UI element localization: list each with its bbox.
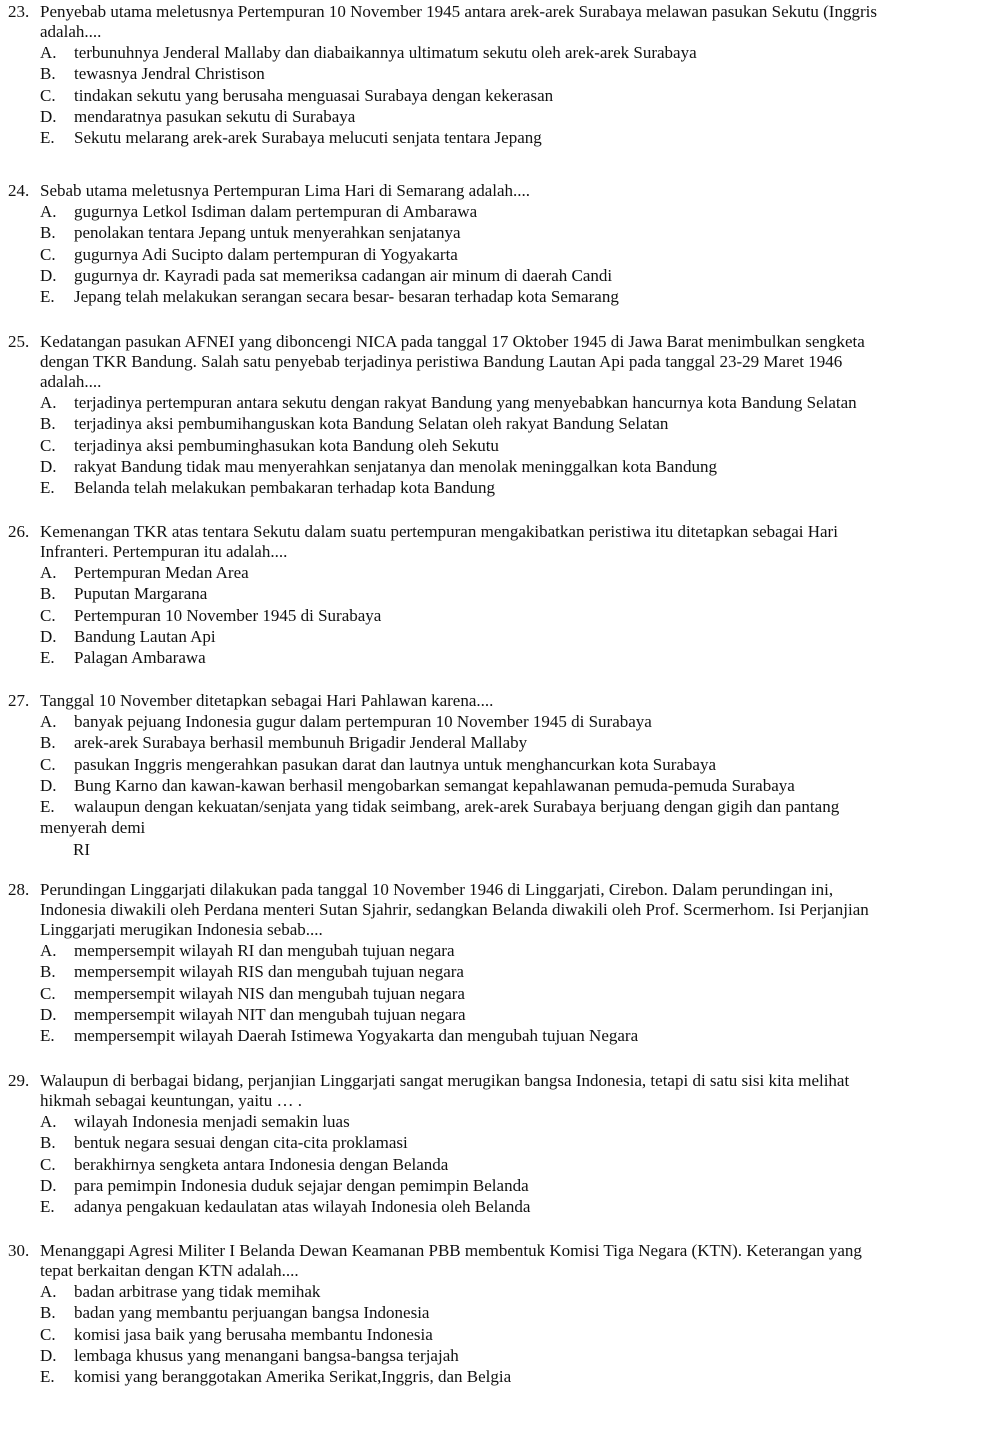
option-text: wilayah Indonesia menjadi semakin luas <box>74 1112 350 1131</box>
option-letter: B. <box>40 584 56 604</box>
option-text: terjadinya aksi pembumihanguskan kota Bandung Selatan oleh rakyat Bandung Selatan <box>74 414 669 434</box>
question-stem-line <box>0 691 986 711</box>
answer-option-b <box>0 413 986 434</box>
answer-option-a <box>0 201 986 222</box>
option-text: Belanda telah melakukan pembakaran terhadap kota Bandung <box>74 478 496 498</box>
option-letter: A. <box>40 202 57 221</box>
option-text: terjadinya pertempuran antara sekutu dengan rakyat Bandung yang menyebabkan hancurnya kota Bandung Selatan <box>74 393 857 412</box>
option-letter: D. <box>40 1004 57 1024</box>
answer-option-c <box>0 435 986 456</box>
option-letter: B. <box>40 962 56 982</box>
option-letter: E. <box>40 1026 55 1046</box>
option-text: walaupun dengan kekuatan/senjata yang tidak seimbang, arek-arek Surabaya berjuang dengan gigih dan pantang <box>74 797 840 817</box>
option-text: mempersempit wilayah NIT dan mengubah tujuan negara <box>74 1004 466 1024</box>
option-text: mempersempit wilayah RIS dan mengubah tujuan negara <box>74 962 464 982</box>
question-stem-line <box>0 352 986 372</box>
answer-option-e <box>0 796 986 817</box>
option-letter: A. <box>40 941 57 960</box>
answer-option-b <box>0 222 986 243</box>
answer-option-e <box>0 1196 986 1217</box>
option-text: Pertempuran 10 November 1945 di Surabaya <box>74 605 382 625</box>
answer-option-d <box>0 626 986 647</box>
answer-option-b <box>0 732 986 753</box>
question-stem-line <box>0 1071 986 1091</box>
option-letter: A. <box>40 1112 57 1131</box>
option-continuation-line <box>0 839 986 860</box>
question-stem-line <box>0 542 986 562</box>
question-stem-text: Linggarjati merugikan Indonesia sebab.... <box>40 920 323 939</box>
option-text: badan arbitrase yang tidak memihak <box>74 1282 321 1301</box>
answer-option-c <box>0 1324 986 1345</box>
option-letter: E. <box>40 1367 55 1387</box>
question-stem-line <box>0 1091 986 1111</box>
option-letter: C. <box>40 435 56 455</box>
option-letter: D. <box>40 775 57 795</box>
question-stem-text: dengan TKR Bandung. Salah satu penyebab terjadinya peristiwa Bandung Lautan Api pada tanggal 23-29 Maret 1946 <box>40 352 843 371</box>
option-text: Jepang telah melakukan serangan secara besar- besaran terhadap kota Semarang <box>74 287 619 307</box>
question-stem-line <box>0 522 986 542</box>
option-letter: C. <box>40 85 56 105</box>
question-stem-line <box>0 372 986 392</box>
answer-option-d <box>0 265 986 286</box>
answer-option-a <box>0 42 986 63</box>
option-text: Puputan Margarana <box>74 584 208 604</box>
question-stem-text: Infranteri. Pertempuran itu adalah.... <box>40 542 288 561</box>
option-text: terjadinya aksi pembuminghasukan kota Bandung oleh Sekutu <box>74 435 499 455</box>
option-letter: B. <box>40 64 56 84</box>
option-text: terbunuhnya Jenderal Mallaby dan diabaikannya ultimatum sekutu oleh arek-arek Surabaya <box>74 43 697 62</box>
question-stem-line <box>0 1261 986 1281</box>
answer-option-a <box>0 562 986 583</box>
option-text: gugurnya dr. Kayradi pada sat memeriksa cadangan air minum di daerah Candi <box>74 265 613 285</box>
option-letter: D. <box>40 1175 57 1195</box>
question-stem-line <box>0 1241 986 1261</box>
answer-option-e <box>0 647 986 668</box>
question-29 <box>0 1071 986 1217</box>
question-number: 30. <box>8 1241 30 1260</box>
answer-option-e <box>0 477 986 498</box>
answer-option-a <box>0 392 986 413</box>
answer-option-e <box>0 286 986 307</box>
option-letter: E. <box>40 287 55 307</box>
question-stem-text: Walaupun di berbagai bidang, perjanjian Linggarjati sangat merugikan bangsa Indonesia, tetapi di satu sisi kita melihat <box>40 1071 850 1090</box>
option-text: badan yang membantu perjuangan bangsa Indonesia <box>74 1303 430 1323</box>
option-letter: B. <box>40 1133 56 1153</box>
answer-option-a <box>0 1281 986 1302</box>
option-letter: E. <box>40 1197 55 1217</box>
question-stem-text: Sebab utama meletusnya Pertempuran Lima Hari di Semarang adalah.... <box>40 181 531 200</box>
question-stem-text: Indonesia diwakili oleh Perdana menteri Sutan Sjahrir, sedangkan Belanda diwakili oleh Prof. Scermerhom. Isi Perjanjian <box>40 900 869 919</box>
question-stem-text: Kedatangan pasukan AFNEI yang diboncengi NICA pada tanggal 17 Oktober 1945 di Jawa Barat menimbulkan sengketa <box>40 332 865 351</box>
question-number: 23. <box>8 2 30 21</box>
option-text: adanya pengakuan kedaulatan atas wilayah Indonesia oleh Belanda <box>74 1197 531 1217</box>
option-letter: A. <box>40 563 57 582</box>
option-letter: A. <box>40 712 57 731</box>
question-27 <box>0 691 986 860</box>
option-letter: A. <box>40 393 57 412</box>
option-continuation-line <box>0 817 986 838</box>
answer-option-d <box>0 1345 986 1366</box>
answer-option-c <box>0 85 986 106</box>
answer-option-a <box>0 940 986 961</box>
question-number: 24. <box>8 181 30 200</box>
question-number: 25. <box>8 332 30 351</box>
option-letter: D. <box>40 1345 57 1365</box>
question-stem-line <box>0 2 986 22</box>
option-text: Palagan Ambarawa <box>74 648 206 668</box>
question-stem-text: Tanggal 10 November ditetapkan sebagai Hari Pahlawan karena.... <box>40 691 494 710</box>
option-letter: C. <box>40 754 56 774</box>
option-text: banyak pejuang Indonesia gugur dalam pertempuran 10 November 1945 di Surabaya <box>74 712 652 731</box>
option-text: mempersempit wilayah Daerah Istimewa Yogyakarta dan mengubah tujuan Negara <box>74 1026 639 1046</box>
option-text: mendaratnya pasukan sekutu di Surabaya <box>74 106 356 126</box>
answer-option-b <box>0 961 986 982</box>
answer-option-b <box>0 583 986 604</box>
question-number: 26. <box>8 522 30 541</box>
answer-option-d <box>0 775 986 796</box>
option-text: Sekutu melarang arek-arek Surabaya melucuti senjata tentara Jepang <box>74 128 542 148</box>
option-text: gugurnya Adi Sucipto dalam pertempuran di Yogyakarta <box>74 244 458 264</box>
option-letter: A. <box>40 1282 57 1301</box>
question-24 <box>0 181 986 307</box>
answer-option-c <box>0 754 986 775</box>
option-text: komisi jasa baik yang berusaha membantu Indonesia <box>74 1324 433 1344</box>
option-text: Bandung Lautan Api <box>74 626 216 646</box>
question-23 <box>0 2 986 148</box>
question-26 <box>0 522 986 668</box>
answer-option-a <box>0 711 986 732</box>
option-letter: D. <box>40 456 57 476</box>
option-letter: C. <box>40 244 56 264</box>
question-stem-text: hikmah sebagai keuntungan, yaitu … . <box>40 1091 303 1110</box>
question-stem-line <box>0 22 986 42</box>
option-text: tindakan sekutu yang berusaha menguasai Surabaya dengan kekerasan <box>74 85 554 105</box>
option-letter: E. <box>40 797 55 817</box>
answer-option-e <box>0 127 986 148</box>
answer-option-e <box>0 1025 986 1046</box>
option-letter: B. <box>40 733 56 753</box>
question-number: 28. <box>8 880 30 899</box>
question-stem-text: Penyebab utama meletusnya Pertempuran 10 November 1945 antara arek-arek Surabaya melawan pasukan Sekutu (Inggris <box>40 2 877 21</box>
option-text: arek-arek Surabaya berhasil membunuh Brigadir Jenderal Mallaby <box>74 733 528 753</box>
option-text: para pemimpin Indonesia duduk sejajar dengan pemimpin Belanda <box>74 1175 529 1195</box>
option-letter: B. <box>40 1303 56 1323</box>
answer-option-c <box>0 605 986 626</box>
option-letter: D. <box>40 626 57 646</box>
question-stem-text: adalah.... <box>40 372 102 391</box>
answer-option-d <box>0 106 986 127</box>
answer-option-d <box>0 1004 986 1025</box>
option-text: mempersempit wilayah NIS dan mengubah tujuan negara <box>74 983 465 1003</box>
question-28 <box>0 880 986 1046</box>
question-stem-line <box>0 332 986 352</box>
option-text: mempersempit wilayah RI dan mengubah tujuan negara <box>74 941 455 960</box>
option-continuation-text: RI <box>73 839 90 859</box>
option-text: penolakan tentara Jepang untuk menyerahkan senjatanya <box>74 223 461 243</box>
answer-option-b <box>0 1302 986 1323</box>
option-letter: E. <box>40 478 55 498</box>
answer-option-e <box>0 1366 986 1387</box>
option-letter: C. <box>40 983 56 1003</box>
question-stem-line <box>0 900 986 920</box>
option-letter: C. <box>40 1154 56 1174</box>
answer-option-c <box>0 244 986 265</box>
question-number: 29. <box>8 1071 30 1090</box>
question-stem-text: tepat berkaitan dengan KTN adalah.... <box>40 1261 299 1280</box>
question-stem-text: Perundingan Linggarjati dilakukan pada tanggal 10 November 1946 di Linggarjati, Cirebon. Dalam perundingan ini, <box>40 880 834 899</box>
answer-option-d <box>0 1175 986 1196</box>
option-text: berakhirnya sengketa antara Indonesia dengan Belanda <box>74 1154 449 1174</box>
option-text: pasukan Inggris mengerahkan pasukan darat dan lautnya untuk menghancurkan kota Surabaya <box>74 754 717 774</box>
option-letter: E. <box>40 648 55 668</box>
question-stem-line <box>0 880 986 900</box>
option-letter: C. <box>40 1324 56 1344</box>
question-stem-line <box>0 181 986 201</box>
answer-option-b <box>0 63 986 84</box>
option-letter: E. <box>40 128 55 148</box>
question-25 <box>0 332 986 498</box>
answer-option-c <box>0 1154 986 1175</box>
answer-option-c <box>0 983 986 1004</box>
option-letter: A. <box>40 43 57 62</box>
option-text: bentuk negara sesuai dengan cita-cita proklamasi <box>74 1133 408 1153</box>
question-30 <box>0 1241 986 1387</box>
answer-option-a <box>0 1111 986 1132</box>
option-text: komisi yang beranggotakan Amerika Serikat,Inggris, dan Belgia <box>74 1367 512 1387</box>
question-stem-line <box>0 920 986 940</box>
question-stem-text: Kemenangan TKR atas tentara Sekutu dalam suatu pertempuran mengakibatkan peristiwa itu ditetapkan sebagai Hari <box>40 522 838 541</box>
option-letter: C. <box>40 605 56 625</box>
option-text: lembaga khusus yang menangani bangsa-bangsa terjajah <box>74 1345 459 1365</box>
option-text: Bung Karno dan kawan-kawan berhasil mengobarkan semangat kepahlawanan pemuda-pemuda Surabaya <box>74 775 795 795</box>
option-text: tewasnya Jendral Christison <box>74 64 265 84</box>
question-stem-text: Menanggapi Agresi Militer I Belanda Dewan Keamanan PBB membentuk Komisi Tiga Negara (KTN). Keterangan yang <box>40 1241 862 1260</box>
option-letter: B. <box>40 414 56 434</box>
option-text: gugurnya Letkol Isdiman dalam pertempuran di Ambarawa <box>74 202 478 221</box>
option-continuation-text: menyerah demi <box>40 818 146 838</box>
question-number: 27. <box>8 691 30 710</box>
answer-option-d <box>0 456 986 477</box>
option-letter: D. <box>40 106 57 126</box>
option-letter: D. <box>40 265 57 285</box>
option-text: rakyat Bandung tidak mau menyerahkan senjatanya dan menolak meninggalkan kota Bandung <box>74 456 717 476</box>
option-text: Pertempuran Medan Area <box>74 563 249 582</box>
answer-option-b <box>0 1132 986 1153</box>
option-letter: B. <box>40 223 56 243</box>
question-stem-text: adalah.... <box>40 22 102 41</box>
